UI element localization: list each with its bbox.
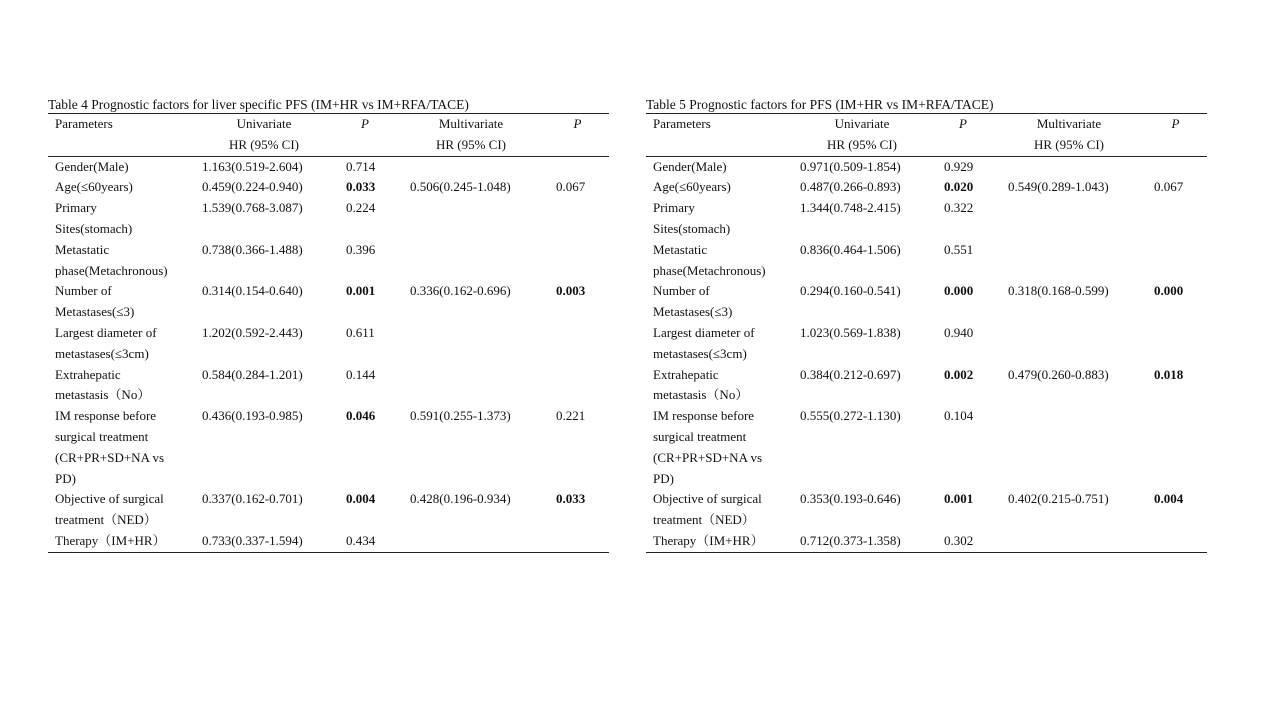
cell-parameter bbox=[48, 323, 194, 365]
parameter-line: metastasis（No） bbox=[653, 387, 749, 403]
header-blank bbox=[546, 135, 609, 156]
cell-parameter bbox=[48, 156, 194, 177]
table-row bbox=[646, 281, 1207, 323]
header-p-multivariate: P bbox=[1171, 116, 1180, 131]
table-row bbox=[48, 406, 609, 489]
cell-parameter bbox=[48, 198, 194, 240]
parameter-line: Largest diameter of bbox=[653, 324, 755, 340]
table-grid bbox=[48, 113, 609, 553]
cell-p-univariate: 0.434 bbox=[346, 532, 376, 548]
parameter-line: metastasis（No） bbox=[55, 387, 151, 403]
cell-univariate-hr: 0.712(0.373-1.358) bbox=[800, 532, 901, 548]
parameter-line: Metastatic bbox=[55, 241, 110, 257]
cell-p-univariate: 0.001 bbox=[346, 283, 376, 299]
parameter-line: Extrahepatic bbox=[55, 366, 121, 382]
header-blank bbox=[1144, 135, 1207, 156]
cell-multivariate-hr bbox=[396, 531, 546, 552]
header-multivariate: Multivariate bbox=[1036, 116, 1102, 131]
cell-p-univariate: 0.929 bbox=[944, 158, 974, 174]
cell-parameter bbox=[48, 531, 194, 552]
parameter-line: Therapy（IM+HR） bbox=[55, 532, 166, 548]
header-parameters: Parameters bbox=[653, 116, 711, 131]
cell-multivariate-hr bbox=[396, 156, 546, 177]
cell-parameter bbox=[48, 365, 194, 407]
table-row bbox=[48, 489, 609, 531]
cell-p-multivariate bbox=[1144, 406, 1207, 489]
cell-p-univariate: 0.611 bbox=[346, 324, 375, 340]
header-p-univariate: P bbox=[959, 116, 967, 131]
cell-multivariate-hr bbox=[396, 198, 546, 240]
cell-p-multivariate bbox=[546, 240, 609, 282]
parameter-line: phase(Metachronous) bbox=[55, 262, 168, 278]
parameter-line: PD) bbox=[653, 470, 674, 486]
parameter-line: IM response before bbox=[55, 408, 157, 424]
cell-p-multivariate: 0.004 bbox=[1154, 491, 1184, 507]
cell-p-univariate: 0.144 bbox=[346, 366, 376, 382]
header-blank bbox=[48, 135, 194, 156]
cell-univariate-hr: 0.459(0.224-0.940) bbox=[202, 179, 303, 195]
cell-p-univariate: 0.002 bbox=[944, 366, 974, 382]
table-row bbox=[646, 177, 1207, 198]
table-caption: Table 5 Prognostic factors for PFS (IM+HR vs IM+RFA/TACE) bbox=[646, 97, 994, 112]
cell-p-univariate: 0.302 bbox=[944, 532, 974, 548]
parameter-line: treatment（NED） bbox=[55, 512, 157, 528]
parameter-line: Sites(stomach) bbox=[653, 220, 731, 236]
cell-univariate-hr: 1.023(0.569-1.838) bbox=[800, 324, 901, 340]
table-grid bbox=[646, 113, 1207, 553]
parameter-line: Sites(stomach) bbox=[55, 220, 133, 236]
header-univariate-hr: HR (95% CI) bbox=[194, 135, 334, 156]
parameter-line: (CR+PR+SD+NA vs bbox=[55, 449, 165, 465]
table-row bbox=[646, 365, 1207, 407]
parameter-line: Number of bbox=[653, 283, 710, 299]
parameter-line: Age(≤60years) bbox=[653, 179, 731, 195]
cell-p-multivariate bbox=[546, 323, 609, 365]
cell-p-multivariate bbox=[546, 198, 609, 240]
header-univariate: Univariate bbox=[834, 116, 890, 131]
cell-p-univariate: 0.020 bbox=[944, 179, 974, 195]
header-p-univariate: P bbox=[361, 116, 369, 131]
cell-multivariate-hr bbox=[994, 323, 1144, 365]
cell-p-multivariate bbox=[1144, 240, 1207, 282]
cell-multivariate-hr: 0.428(0.196-0.934) bbox=[410, 491, 511, 507]
table-row bbox=[646, 156, 1207, 177]
cell-univariate-hr: 1.163(0.519-2.604) bbox=[202, 158, 303, 174]
table-row bbox=[646, 531, 1207, 552]
cell-p-multivariate bbox=[1144, 531, 1207, 552]
cell-parameter bbox=[48, 281, 194, 323]
cell-multivariate-hr bbox=[994, 198, 1144, 240]
cell-p-multivariate: 0.067 bbox=[556, 179, 586, 195]
header-multivariate: Multivariate bbox=[438, 116, 504, 131]
parameter-line: phase(Metachronous) bbox=[653, 262, 766, 278]
parameter-line: Primary bbox=[653, 200, 695, 216]
parameter-line: PD) bbox=[55, 470, 76, 486]
cell-parameter bbox=[48, 489, 194, 531]
cell-univariate-hr: 0.738(0.366-1.488) bbox=[202, 241, 303, 257]
parameter-line: IM response before bbox=[653, 408, 755, 424]
cell-p-multivariate: 0.018 bbox=[1154, 366, 1184, 382]
parameter-line: Age(≤60years) bbox=[55, 179, 133, 195]
cell-p-multivariate bbox=[1144, 323, 1207, 365]
cell-multivariate-hr bbox=[396, 323, 546, 365]
cell-univariate-hr: 0.337(0.162-0.701) bbox=[202, 491, 303, 507]
table-row bbox=[48, 177, 609, 198]
cell-parameter bbox=[48, 240, 194, 282]
cell-multivariate-hr: 0.336(0.162-0.696) bbox=[410, 283, 511, 299]
cell-parameter bbox=[646, 240, 792, 282]
cell-univariate-hr: 1.202(0.592-2.443) bbox=[202, 324, 303, 340]
cell-parameter bbox=[646, 198, 792, 240]
header-p-multivariate: P bbox=[573, 116, 582, 131]
cell-p-univariate: 0.004 bbox=[346, 491, 376, 507]
header-multivariate-hr: HR (95% CI) bbox=[396, 135, 546, 156]
table-caption: Table 4 Prognostic factors for liver specific PFS (IM+HR vs IM+RFA/TACE) bbox=[48, 97, 469, 112]
cell-multivariate-hr bbox=[396, 365, 546, 407]
parameter-line: Largest diameter of bbox=[55, 324, 157, 340]
parameter-line: treatment（NED） bbox=[653, 512, 755, 528]
parameter-line: Number of bbox=[55, 283, 112, 299]
parameter-line: Metastases(≤3) bbox=[55, 304, 135, 320]
header-parameters: Parameters bbox=[55, 116, 113, 131]
cell-p-univariate: 0.033 bbox=[346, 179, 376, 195]
parameter-line: Gender(Male) bbox=[55, 158, 129, 174]
cell-univariate-hr: 0.555(0.272-1.130) bbox=[800, 408, 901, 424]
cell-multivariate-hr bbox=[994, 531, 1144, 552]
table-row bbox=[48, 281, 609, 323]
cell-parameter bbox=[646, 365, 792, 407]
cell-p-univariate: 0.104 bbox=[944, 408, 974, 424]
cell-p-univariate: 0.714 bbox=[346, 158, 376, 174]
cell-univariate-hr: 0.294(0.160-0.541) bbox=[800, 283, 901, 299]
table-row bbox=[646, 489, 1207, 531]
cell-univariate-hr: 0.836(0.464-1.506) bbox=[800, 241, 901, 257]
table-row bbox=[48, 198, 609, 240]
table-row bbox=[48, 365, 609, 407]
header-blank bbox=[646, 135, 792, 156]
cell-univariate-hr: 0.487(0.266-0.893) bbox=[800, 179, 901, 195]
table-row bbox=[48, 323, 609, 365]
table-row bbox=[646, 323, 1207, 365]
cell-p-univariate: 0.046 bbox=[346, 408, 376, 424]
cell-p-multivariate bbox=[546, 156, 609, 177]
cell-p-univariate: 0.322 bbox=[944, 200, 974, 216]
table-row bbox=[48, 240, 609, 282]
cell-p-multivariate: 0.003 bbox=[556, 283, 586, 299]
cell-univariate-hr: 0.584(0.284-1.201) bbox=[202, 366, 303, 382]
cell-parameter bbox=[48, 406, 194, 489]
cell-multivariate-hr: 0.479(0.260-0.883) bbox=[1008, 366, 1109, 382]
table-row bbox=[646, 406, 1207, 489]
table-5 bbox=[646, 96, 1207, 553]
cell-p-univariate: 0.940 bbox=[944, 324, 974, 340]
table-4 bbox=[48, 96, 609, 553]
parameter-line: Gender(Male) bbox=[653, 158, 727, 174]
table-row bbox=[646, 198, 1207, 240]
parameter-line: surgical treatment bbox=[653, 428, 747, 444]
cell-multivariate-hr: 0.402(0.215-0.751) bbox=[1008, 491, 1109, 507]
cell-parameter bbox=[646, 406, 792, 489]
cell-multivariate-hr bbox=[994, 406, 1144, 489]
cell-parameter bbox=[646, 156, 792, 177]
cell-multivariate-hr: 0.591(0.255-1.373) bbox=[410, 408, 511, 424]
parameter-line: Extrahepatic bbox=[653, 366, 719, 382]
cell-parameter bbox=[646, 281, 792, 323]
cell-multivariate-hr: 0.506(0.245-1.048) bbox=[410, 179, 511, 195]
cell-p-univariate: 0.396 bbox=[346, 241, 376, 257]
cell-p-multivariate: 0.067 bbox=[1154, 179, 1184, 195]
cell-multivariate-hr bbox=[994, 156, 1144, 177]
cell-univariate-hr: 0.436(0.193-0.985) bbox=[202, 408, 303, 424]
table-body bbox=[646, 156, 1207, 552]
cell-multivariate-hr bbox=[994, 240, 1144, 282]
header-multivariate-hr: HR (95% CI) bbox=[994, 135, 1144, 156]
cell-univariate-hr: 0.971(0.509-1.854) bbox=[800, 158, 901, 174]
table-row bbox=[48, 156, 609, 177]
cell-p-univariate: 0.551 bbox=[944, 241, 974, 257]
cell-p-univariate: 0.224 bbox=[346, 200, 376, 216]
header-blank bbox=[334, 135, 396, 156]
parameter-line: (CR+PR+SD+NA vs bbox=[653, 449, 763, 465]
cell-p-multivariate bbox=[1144, 198, 1207, 240]
cell-multivariate-hr bbox=[396, 240, 546, 282]
parameter-line: Primary bbox=[55, 200, 97, 216]
parameter-line: Objective of surgical bbox=[653, 491, 762, 507]
cell-p-univariate: 0.000 bbox=[944, 283, 974, 299]
cell-univariate-hr: 0.733(0.337-1.594) bbox=[202, 532, 303, 548]
cell-univariate-hr: 1.344(0.748-2.415) bbox=[800, 200, 901, 216]
header-blank bbox=[932, 135, 994, 156]
cell-p-multivariate: 0.221 bbox=[556, 408, 586, 424]
cell-p-multivariate: 0.033 bbox=[556, 491, 586, 507]
cell-multivariate-hr: 0.318(0.168-0.599) bbox=[1008, 283, 1109, 299]
cell-parameter bbox=[48, 177, 194, 198]
parameter-line: Therapy（IM+HR） bbox=[653, 532, 764, 548]
parameter-line: Metastases(≤3) bbox=[653, 304, 733, 320]
parameter-line: Objective of surgical bbox=[55, 491, 164, 507]
cell-multivariate-hr: 0.549(0.289-1.043) bbox=[1008, 179, 1109, 195]
table-body bbox=[48, 156, 609, 552]
cell-p-multivariate bbox=[546, 531, 609, 552]
cell-p-multivariate bbox=[1144, 156, 1207, 177]
cell-univariate-hr: 1.539(0.768-3.087) bbox=[202, 200, 303, 216]
cell-parameter bbox=[646, 323, 792, 365]
cell-univariate-hr: 0.314(0.154-0.640) bbox=[202, 283, 303, 299]
cell-p-univariate: 0.001 bbox=[944, 491, 974, 507]
cell-parameter bbox=[646, 531, 792, 552]
header-univariate: Univariate bbox=[236, 116, 292, 131]
cell-univariate-hr: 0.353(0.193-0.646) bbox=[800, 491, 901, 507]
cell-parameter bbox=[646, 177, 792, 198]
cell-p-multivariate: 0.000 bbox=[1154, 283, 1184, 299]
parameter-line: Metastatic bbox=[653, 241, 708, 257]
table-row bbox=[646, 240, 1207, 282]
parameter-line: metastases(≤3cm) bbox=[653, 345, 747, 361]
parameter-line: surgical treatment bbox=[55, 428, 149, 444]
cell-parameter bbox=[646, 489, 792, 531]
cell-p-multivariate bbox=[546, 365, 609, 407]
cell-univariate-hr: 0.384(0.212-0.697) bbox=[800, 366, 901, 382]
parameter-line: metastases(≤3cm) bbox=[55, 345, 149, 361]
table-row bbox=[48, 531, 609, 552]
header-univariate-hr: HR (95% CI) bbox=[792, 135, 932, 156]
